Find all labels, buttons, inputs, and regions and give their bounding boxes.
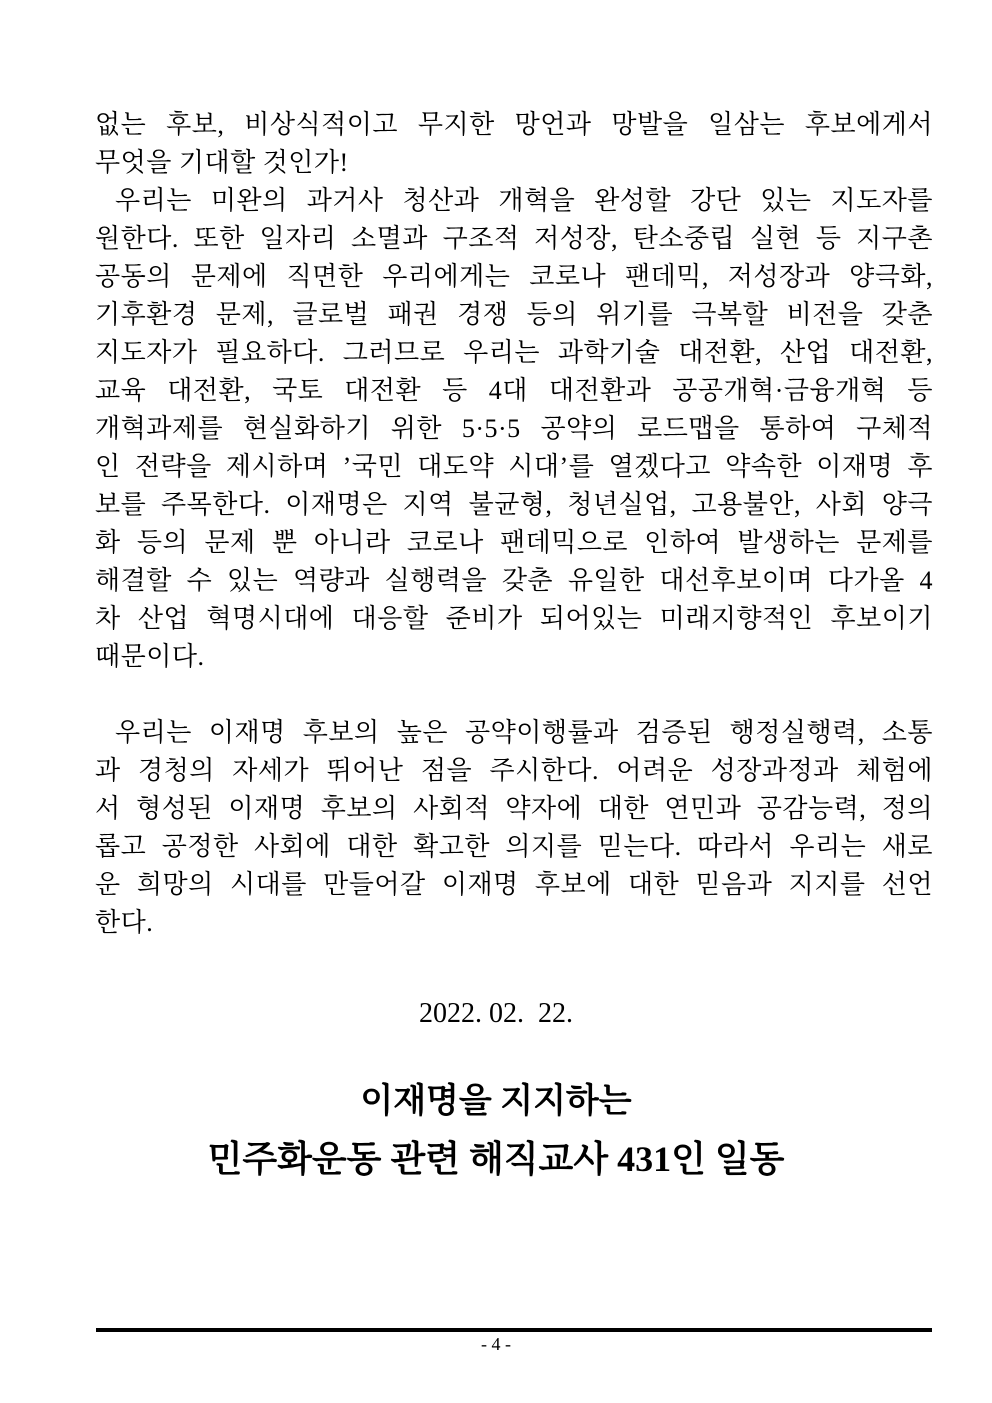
date-line: 2022. 02. 22. [419, 998, 573, 1029]
text-line: 무엇을 기대할 것인가! [95, 148, 349, 177]
text-line: 공동의 문제에 직면한 우리에게는 코로나 팬데믹, 저성장과 양극화, [95, 262, 933, 291]
text-line: 롭고 공정한 사회에 대한 확고한 의지를 믿는다. 따라서 우리는 새로 [95, 832, 933, 861]
text-line: 보를 주목한다. 이재명은 지역 불균형, 청년실업, 고용불안, 사회 양극 [95, 490, 933, 519]
text-line: 한다. [95, 908, 154, 937]
text-line: 차 산업 혁명시대에 대응할 준비가 되어있는 미래지향적인 후보이기 [95, 604, 933, 633]
signature-line-2: 민주화운동 관련 해직교사 431인 일동 [207, 1139, 785, 1179]
text-line: 원한다. 또한 일자리 소멸과 구조적 저성장, 탄소중립 실현 등 지구촌 [95, 224, 933, 253]
text-line: 해결할 수 있는 역량과 실행력을 갖춘 유일한 대선후보이며 다가올 4 [95, 566, 933, 595]
text-line: 교육 대전환, 국토 대전환 등 4대 대전환과 공공개혁·금융개혁 등 [95, 376, 933, 405]
text-line: 없는 후보, 비상식적이고 무지한 망언과 망발을 일삼는 후보에게서 [95, 110, 933, 139]
paragraph [95, 714, 933, 942]
text-line: 때문이다. [95, 642, 205, 671]
text-line: 운 희망의 시대를 만들어갈 이재명 후보에 대한 믿음과 지지를 선언 [95, 870, 933, 899]
text-line: 서 형성된 이재명 후보의 사회적 약자에 대한 연민과 공감능력, 정의 [95, 794, 933, 823]
signature-block [0, 1074, 992, 1188]
text-line: 인 전략을 제시하며 ’국민 대도약 시대’를 열겠다고 약속한 이재명 후 [95, 452, 933, 481]
text-line: 우리는 이재명 후보의 높은 공약이행률과 검증된 행정실행력, 소통 [115, 718, 933, 747]
text-line: 지도자가 필요하다. 그러므로 우리는 과학기술 대전환, 산업 대전환, [95, 338, 933, 367]
text-line: 과 경청의 자세가 뛰어난 점을 주시한다. 어려운 성장과정과 체험에 [95, 756, 933, 785]
footer-rule [96, 1328, 932, 1332]
text-line: 개혁과제를 현실화하기 위한 5·5·5 공약의 로드맵을 통하여 구체적 [95, 414, 933, 443]
text-line: 우리는 미완의 과거사 청산과 개혁을 완성할 강단 있는 지도자를 [115, 186, 933, 215]
paragraph [95, 106, 933, 676]
text-line: 기후환경 문제, 글로벌 패권 경쟁 등의 위기를 극복할 비전을 갖춘 [95, 300, 933, 329]
page-number: - 4 - [481, 1334, 511, 1354]
signature-line-1: 이재명을 지지하는 [360, 1083, 632, 1120]
text-line: 화 등의 문제 뿐 아니라 코로나 팬데믹으로 인하여 발생하는 문제를 [95, 528, 933, 557]
body-text [95, 106, 933, 942]
